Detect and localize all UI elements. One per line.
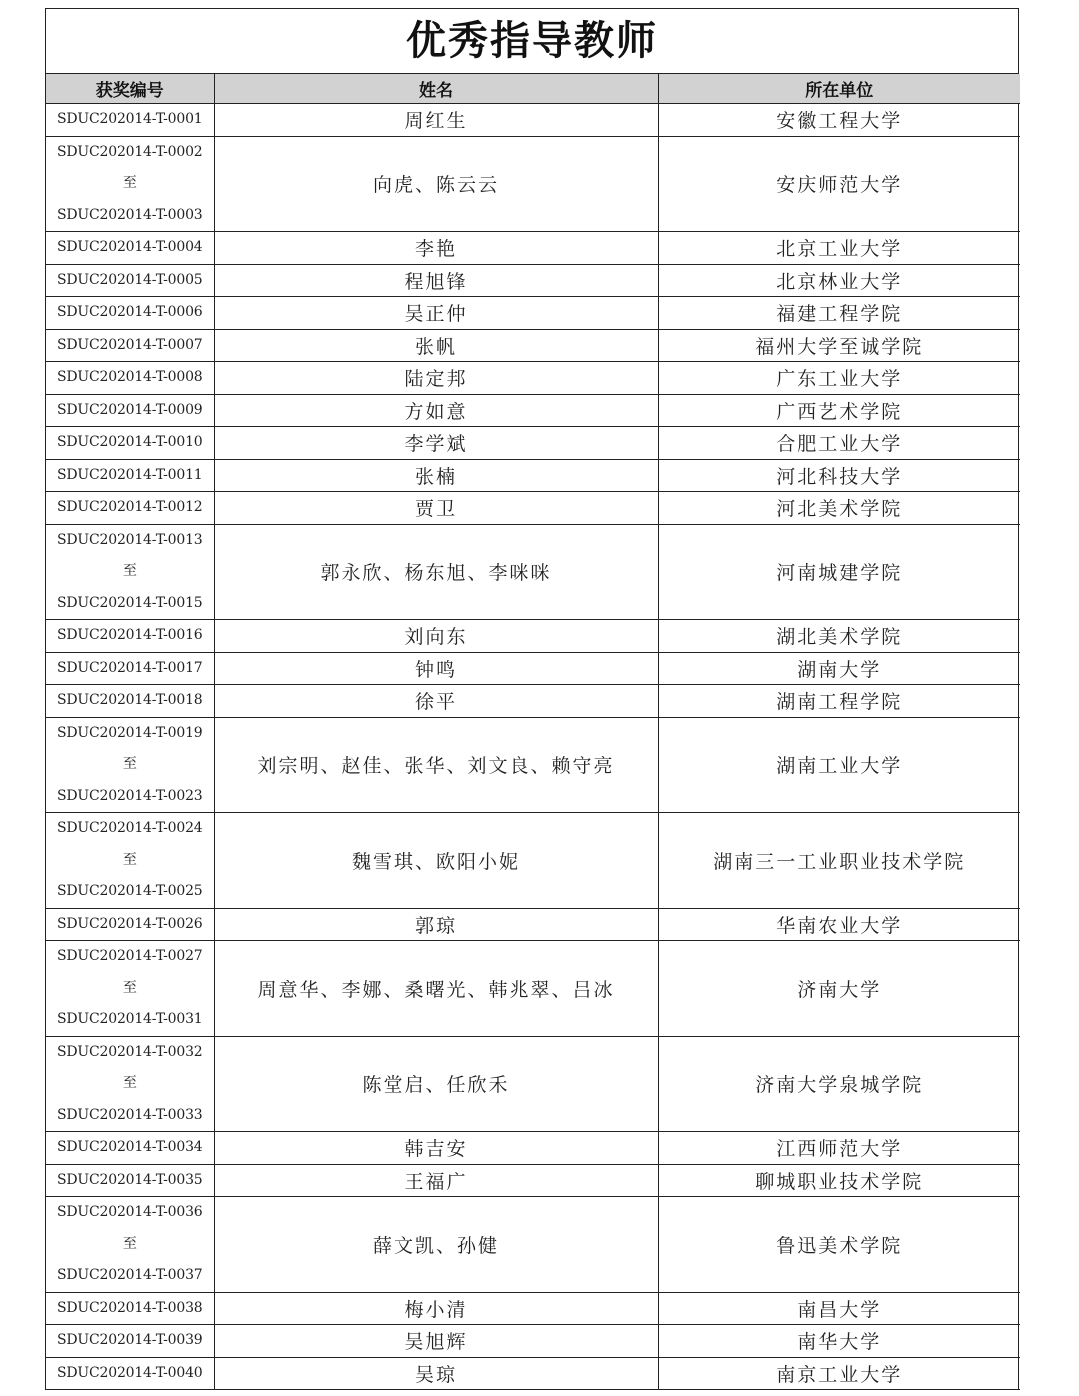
institution-cell: 安庆师范大学 xyxy=(658,136,1020,232)
teacher-names-cell: 梅小清 xyxy=(214,1292,658,1325)
range-separator: 至 xyxy=(122,1235,137,1252)
award-code: SDUC202014-T-0040 xyxy=(57,1364,203,1381)
award-code-cell xyxy=(46,1292,214,1325)
header-unit: 所在单位 xyxy=(658,74,1020,104)
award-code: SDUC202014-T-0027 xyxy=(57,948,203,964)
award-code-cell xyxy=(46,717,214,813)
teacher-names-cell: 周红生 xyxy=(214,104,658,137)
range-separator: 至 xyxy=(122,1075,137,1091)
teacher-names-cell: 张楠 xyxy=(214,459,658,492)
award-code-cell xyxy=(46,362,214,395)
table-row xyxy=(46,524,1020,620)
institution-cell: 河南城建学院 xyxy=(658,524,1020,620)
teacher-names-cell: 李艳 xyxy=(214,232,658,265)
teacher-names-cell: 吴正仲 xyxy=(214,297,658,330)
award-code: SDUC202014-T-0016 xyxy=(57,627,203,643)
institution-cell: 济南大学泉城学院 xyxy=(658,1036,1020,1132)
award-code: SDUC202014-T-0018 xyxy=(57,692,203,708)
table-row xyxy=(46,1292,1020,1325)
header-award-code: 获奖编号 xyxy=(46,74,214,104)
award-code: SDUC202014-T-0004 xyxy=(57,239,203,255)
award-code-end: SDUC202014-T-0003 xyxy=(57,206,203,223)
institution-cell: 南昌大学 xyxy=(658,1292,1020,1325)
award-code-end: SDUC202014-T-0037 xyxy=(57,1267,203,1283)
award-code-end: SDUC202014-T-0033 xyxy=(57,1106,203,1123)
teacher-names-cell: 吴旭辉 xyxy=(214,1325,658,1358)
institution-cell: 湖南工业大学 xyxy=(658,717,1020,813)
teacher-names-cell: 贾卫 xyxy=(214,492,658,525)
institution-cell: 鲁迅美术学院 xyxy=(658,1197,1020,1293)
table-header-row xyxy=(46,74,1020,104)
award-code: SDUC202014-T-0019 xyxy=(57,724,203,741)
award-code-cell xyxy=(46,620,214,653)
table-row xyxy=(46,427,1020,460)
institution-cell: 湖南工程学院 xyxy=(658,685,1020,718)
award-code-cell xyxy=(46,232,214,265)
table-row xyxy=(46,685,1020,718)
award-code: SDUC202014-T-0001 xyxy=(57,111,203,127)
table-body xyxy=(46,104,1020,1390)
institution-cell: 河北科技大学 xyxy=(658,459,1020,492)
award-code-cell xyxy=(46,104,214,137)
award-code-cell xyxy=(46,908,214,941)
teacher-names-cell: 薛文凯、孙健 xyxy=(214,1197,658,1293)
teacher-names-cell: 张帆 xyxy=(214,329,658,362)
table-row xyxy=(46,1132,1020,1165)
institution-cell: 聊城职业技术学院 xyxy=(658,1164,1020,1197)
institution-cell: 合肥工业大学 xyxy=(658,427,1020,460)
table-row xyxy=(46,1164,1020,1197)
award-code: SDUC202014-T-0006 xyxy=(57,304,203,320)
award-code-cell xyxy=(46,1197,214,1293)
table-row xyxy=(46,362,1020,395)
award-table xyxy=(46,74,1020,1390)
table-row xyxy=(46,813,1020,909)
award-code: SDUC202014-T-0008 xyxy=(57,369,203,385)
institution-cell: 安徽工程大学 xyxy=(658,104,1020,137)
award-code: SDUC202014-T-0009 xyxy=(57,401,203,418)
award-code: SDUC202014-T-0010 xyxy=(57,434,203,450)
institution-cell: 南京工业大学 xyxy=(658,1357,1020,1390)
award-code-cell xyxy=(46,492,214,525)
award-code-cell xyxy=(46,297,214,330)
table-row xyxy=(46,620,1020,653)
teacher-names-cell: 郭永欣、杨东旭、李咪咪 xyxy=(214,524,658,620)
table-row xyxy=(46,459,1020,492)
table-row xyxy=(46,136,1020,232)
award-code-end: SDUC202014-T-0023 xyxy=(57,787,203,804)
range-separator: 至 xyxy=(122,851,137,868)
award-code: SDUC202014-T-0034 xyxy=(57,1139,203,1155)
teacher-names-cell: 李学斌 xyxy=(214,427,658,460)
institution-cell: 福州大学至诚学院 xyxy=(658,329,1020,362)
award-code-cell xyxy=(46,1164,214,1197)
institution-cell: 湖南三一工业职业技术学院 xyxy=(658,813,1020,909)
teacher-names-cell: 刘向东 xyxy=(214,620,658,653)
award-code-cell xyxy=(46,264,214,297)
table-row xyxy=(46,908,1020,941)
institution-cell: 河北美术学院 xyxy=(658,492,1020,525)
teacher-names-cell: 向虎、陈云云 xyxy=(214,136,658,232)
table-row xyxy=(46,264,1020,297)
teacher-names-cell: 徐平 xyxy=(214,685,658,718)
award-code: SDUC202014-T-0036 xyxy=(57,1204,203,1220)
table-row xyxy=(46,297,1020,330)
range-separator: 至 xyxy=(122,979,137,996)
award-code-cell xyxy=(46,427,214,460)
table-row xyxy=(46,1036,1020,1132)
award-code-cell xyxy=(46,1357,214,1390)
award-code-cell xyxy=(46,941,214,1037)
award-code: SDUC202014-T-0032 xyxy=(57,1043,203,1060)
institution-cell: 南华大学 xyxy=(658,1325,1020,1358)
award-code-end: SDUC202014-T-0015 xyxy=(57,594,203,611)
award-code-cell xyxy=(46,136,214,232)
award-code-cell xyxy=(46,1132,214,1165)
table-row xyxy=(46,1357,1020,1390)
table-row xyxy=(46,394,1020,427)
teacher-names-cell: 周意华、李娜、桑曙光、韩兆翠、吕冰 xyxy=(214,941,658,1037)
award-table-document xyxy=(45,8,1019,1390)
teacher-names-cell: 陆定邦 xyxy=(214,362,658,395)
table-row xyxy=(46,232,1020,265)
award-code: SDUC202014-T-0012 xyxy=(57,499,203,515)
table-row xyxy=(46,1325,1020,1358)
table-row xyxy=(46,104,1020,137)
award-code-end: SDUC202014-T-0025 xyxy=(57,883,203,899)
award-code: SDUC202014-T-0026 xyxy=(57,915,203,932)
award-code-end: SDUC202014-T-0031 xyxy=(57,1011,203,1027)
teacher-names-cell: 吴琼 xyxy=(214,1357,658,1390)
institution-cell: 广东工业大学 xyxy=(658,362,1020,395)
table-row xyxy=(46,717,1020,813)
award-code-cell xyxy=(46,1036,214,1132)
teacher-names-cell: 钟鸣 xyxy=(214,652,658,685)
teacher-names-cell: 方如意 xyxy=(214,394,658,427)
award-code: SDUC202014-T-0017 xyxy=(57,659,203,676)
award-code-cell xyxy=(46,685,214,718)
award-code: SDUC202014-T-0038 xyxy=(57,1299,203,1316)
table-row xyxy=(46,329,1020,362)
range-separator: 至 xyxy=(122,175,137,191)
institution-cell: 华南农业大学 xyxy=(658,908,1020,941)
award-code-cell xyxy=(46,329,214,362)
institution-cell: 湖南大学 xyxy=(658,652,1020,685)
range-separator: 至 xyxy=(122,563,137,579)
institution-cell: 北京林业大学 xyxy=(658,264,1020,297)
award-code: SDUC202014-T-0024 xyxy=(57,820,203,836)
page-title: 优秀指导教师 xyxy=(46,9,1018,74)
award-code-cell xyxy=(46,459,214,492)
award-code: SDUC202014-T-0002 xyxy=(57,143,203,160)
teacher-names-cell: 刘宗明、赵佳、张华、刘文良、赖守亮 xyxy=(214,717,658,813)
award-code-cell xyxy=(46,524,214,620)
header-name: 姓名 xyxy=(214,74,658,104)
award-code: SDUC202014-T-0013 xyxy=(57,531,203,548)
award-code: SDUC202014-T-0039 xyxy=(57,1332,203,1348)
award-code: SDUC202014-T-0005 xyxy=(57,271,203,288)
teacher-names-cell: 程旭锋 xyxy=(214,264,658,297)
award-code: SDUC202014-T-0011 xyxy=(57,466,203,483)
institution-cell: 北京工业大学 xyxy=(658,232,1020,265)
table-row xyxy=(46,941,1020,1037)
award-code-cell xyxy=(46,394,214,427)
institution-cell: 广西艺术学院 xyxy=(658,394,1020,427)
table-row xyxy=(46,652,1020,685)
range-separator: 至 xyxy=(122,756,137,772)
institution-cell: 江西师范大学 xyxy=(658,1132,1020,1165)
award-code-cell xyxy=(46,1325,214,1358)
institution-cell: 济南大学 xyxy=(658,941,1020,1037)
award-code-cell xyxy=(46,813,214,909)
table-row xyxy=(46,492,1020,525)
award-code-cell xyxy=(46,652,214,685)
institution-cell: 湖北美术学院 xyxy=(658,620,1020,653)
award-code: SDUC202014-T-0007 xyxy=(57,336,203,353)
teacher-names-cell: 魏雪琪、欧阳小妮 xyxy=(214,813,658,909)
teacher-names-cell: 陈堂启、任欣禾 xyxy=(214,1036,658,1132)
table-row xyxy=(46,1197,1020,1293)
teacher-names-cell: 王福广 xyxy=(214,1164,658,1197)
teacher-names-cell: 郭琼 xyxy=(214,908,658,941)
teacher-names-cell: 韩吉安 xyxy=(214,1132,658,1165)
institution-cell: 福建工程学院 xyxy=(658,297,1020,330)
award-code: SDUC202014-T-0035 xyxy=(57,1171,203,1188)
